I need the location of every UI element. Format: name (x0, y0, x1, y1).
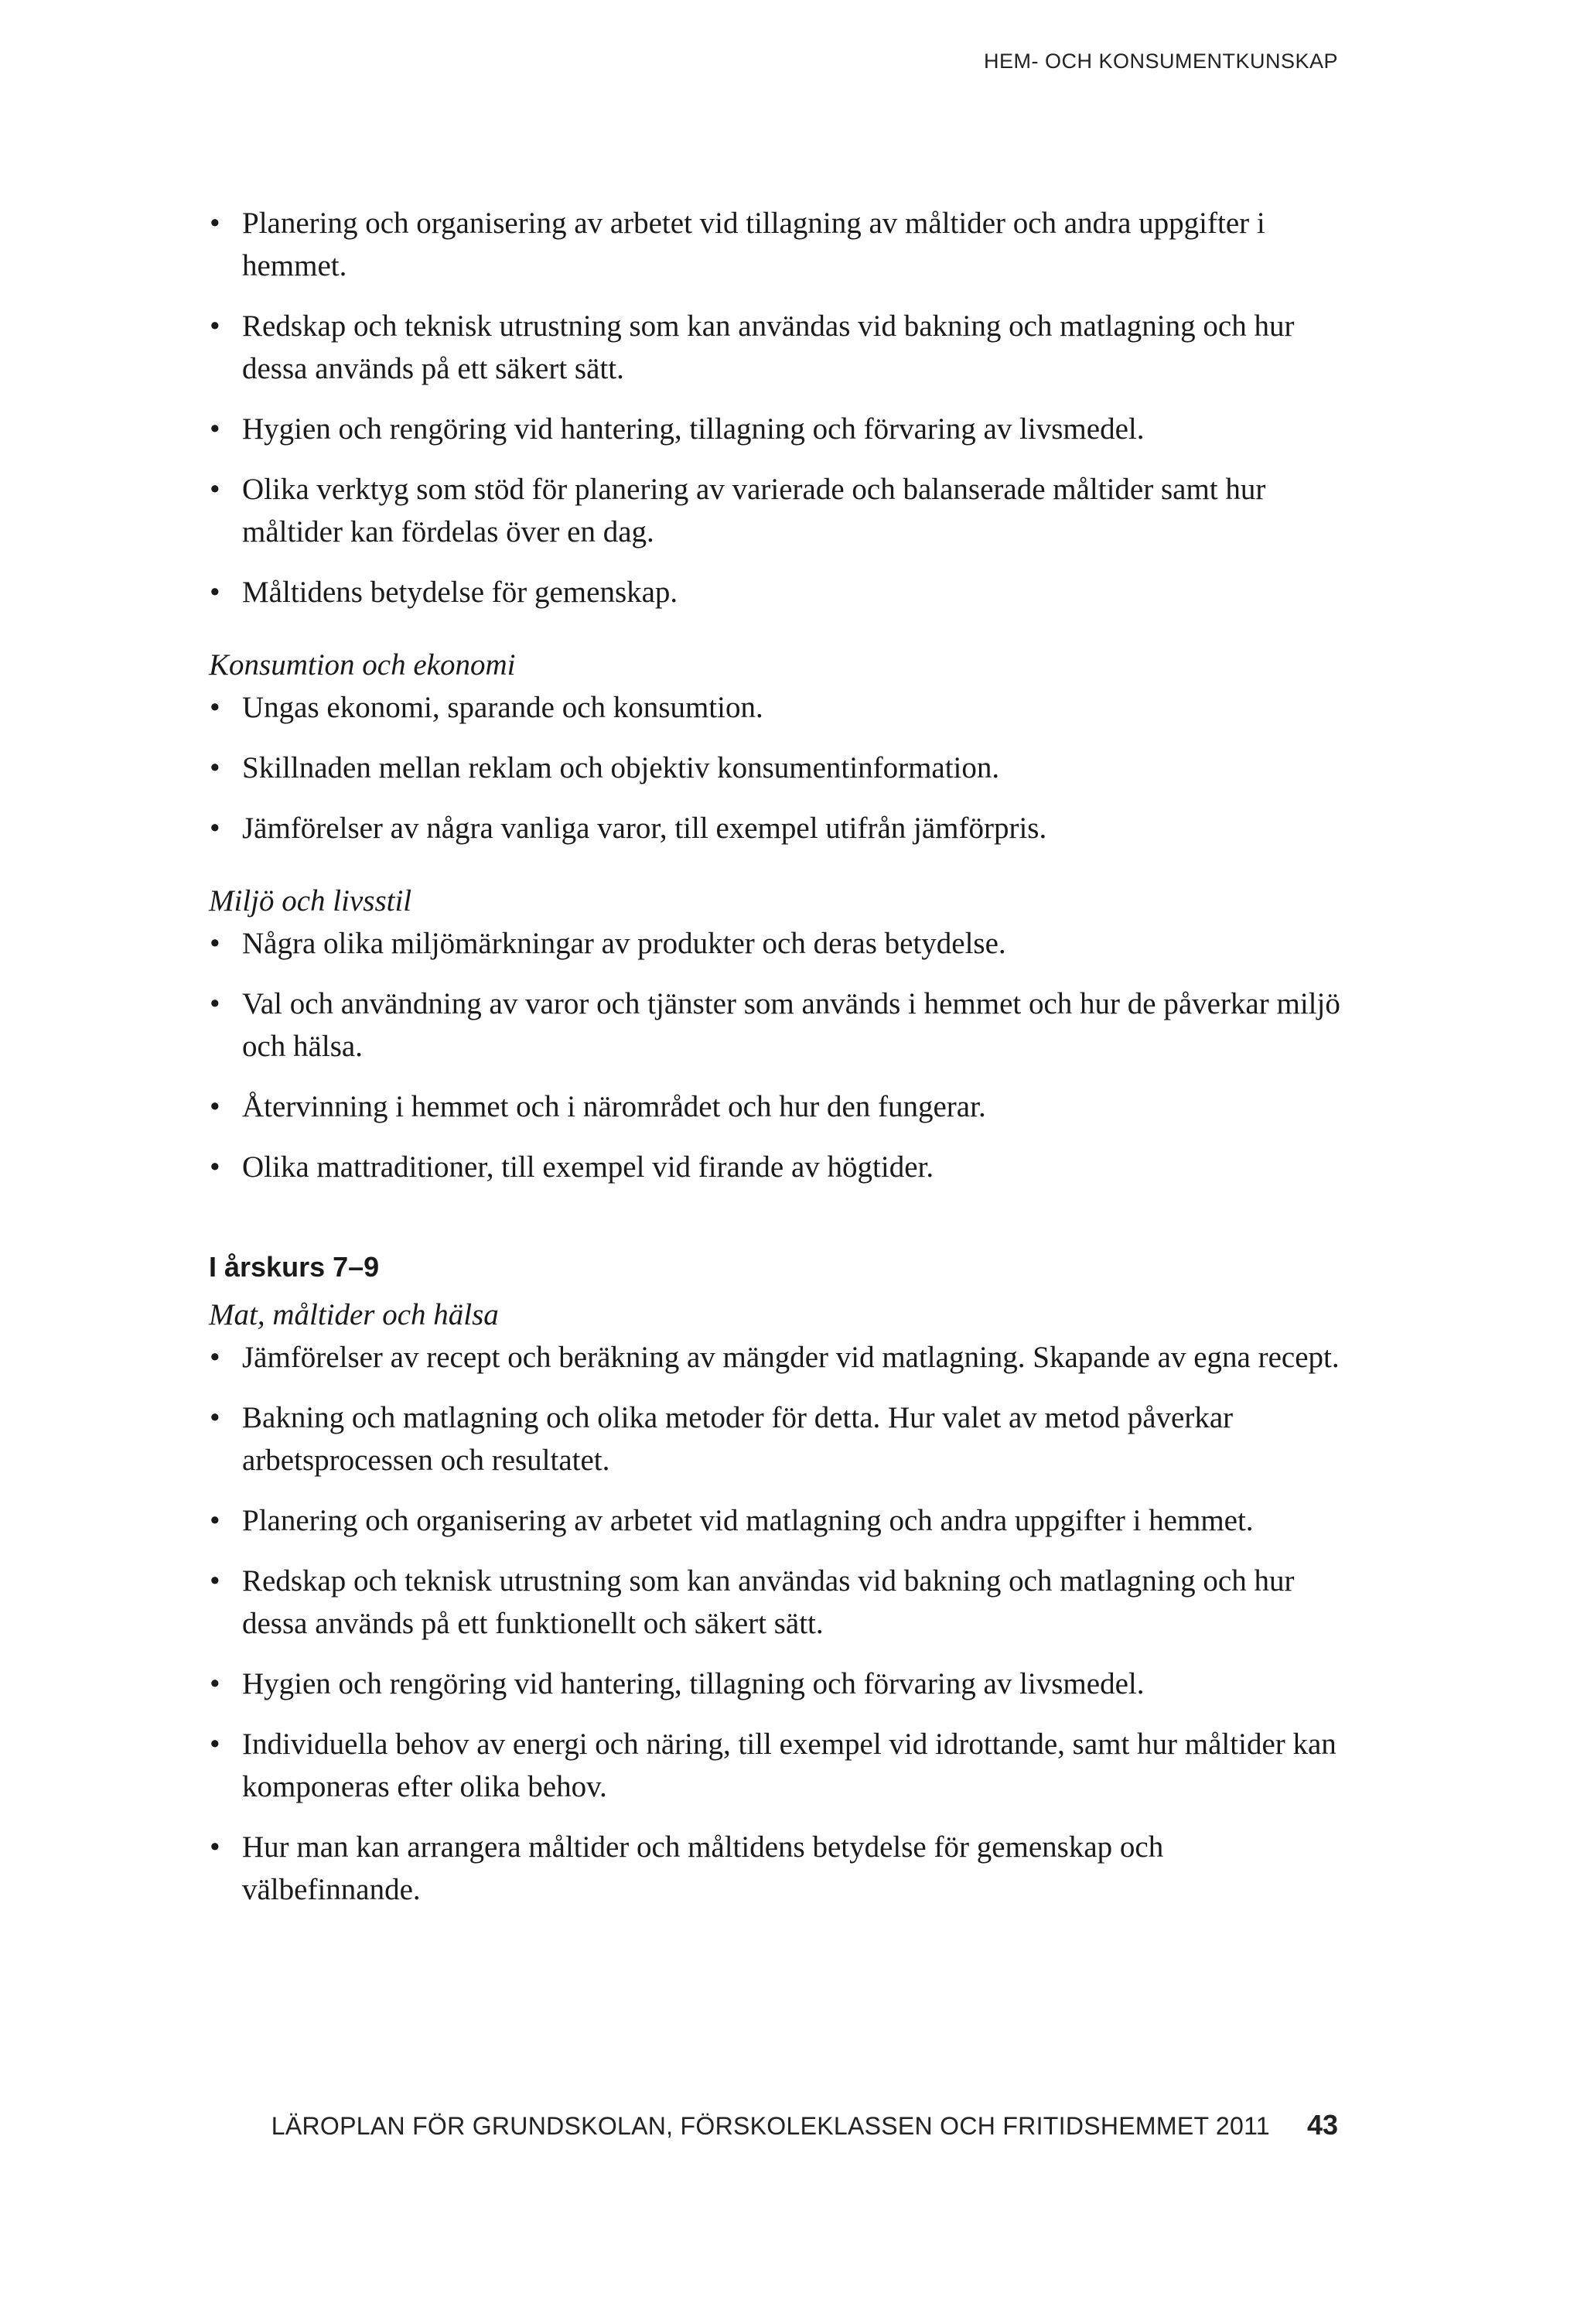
running-head: HEM- OCH KONSUMENTKUNSKAP (983, 50, 1338, 73)
list-item-text: Hygien och rengöring vid hantering, tillagning och förvaring av livsmedel. (242, 1667, 1145, 1700)
list-item (209, 1560, 1346, 1645)
list-item-text: Planering och organisering av arbetet vid tillagning av måltider och andra uppgifter i hemmet. (242, 207, 1265, 282)
list-item-text: Återvinning i hemmet och i närområdet och hur den fungerar. (242, 1090, 986, 1123)
bullet: • (210, 812, 220, 845)
page-number: 43 (1306, 2109, 1338, 2141)
list-item-text: Hygien och rengöring vid hantering, tillagning och förvaring av livsmedel. (242, 412, 1145, 446)
list-item (209, 408, 1346, 450)
list-item (209, 1085, 1346, 1128)
list-item (209, 305, 1346, 390)
bullet: • (210, 473, 220, 506)
list-item-text: Några olika miljömärkningar av produkter och deras betydelse. (242, 927, 1006, 960)
environment-list (209, 922, 1346, 1188)
document-title: LÄROPLAN FÖR GRUNDSKOLAN, FÖRSKOLEKLASSEN OCH FRITIDSHEMMET 2011 (271, 2112, 1270, 2140)
list-item (209, 202, 1346, 287)
consumption-list (209, 686, 1346, 849)
list-item (209, 1146, 1346, 1188)
list-item-text: Redskap och teknisk utrustning som kan användas vid bakning och matlagning och hur dessa används på ett funktionellt och säkert sätt. (242, 1564, 1295, 1640)
bullet: • (210, 751, 220, 784)
bullet: • (210, 1341, 220, 1374)
bullet: • (210, 1564, 220, 1598)
bullet: • (210, 927, 220, 960)
list-item (209, 1499, 1346, 1542)
intro-list (209, 202, 1346, 613)
list-item-text: Bakning och matlagning och olika metoder för detta. Hur valet av metod påverkar arbetsprocessen och resultatet. (242, 1401, 1234, 1477)
list-item (209, 1826, 1346, 1911)
bullet: • (210, 1667, 220, 1700)
list-item (209, 1723, 1346, 1808)
consumption-heading: Konsumtion och ekonomi (209, 648, 516, 682)
list-item (209, 983, 1346, 1068)
bullet: • (210, 1150, 220, 1184)
grade-heading: I årskurs 7–9 (209, 1251, 380, 1283)
page-footer (271, 2109, 1338, 2141)
list-item-text: Jämförelser av recept och beräkning av mängder vid matlagning. Skapande av egna recept. (242, 1341, 1340, 1374)
list-item-text: Ungas ekonomi, sparande och konsumtion. (242, 691, 763, 724)
list-item (209, 1336, 1346, 1379)
list-item-text: Planering och organisering av arbetet vid matlagning och andra uppgifter i hemmet. (242, 1504, 1254, 1537)
page-body (209, 202, 1346, 1911)
list-item-text: Redskap och teknisk utrustning som kan användas vid bakning och matlagning och hur dessa används på ett säkert sätt. (242, 309, 1295, 385)
bullet: • (210, 1728, 220, 1761)
bullet: • (210, 1401, 220, 1434)
environment-heading: Miljö och livsstil (209, 884, 412, 918)
bullet: • (210, 1090, 220, 1123)
list-item (209, 571, 1346, 613)
food-heading: Mat, måltider och hälsa (209, 1298, 499, 1331)
bullet: • (210, 1830, 220, 1864)
bullet: • (210, 987, 220, 1020)
food-list (209, 1336, 1346, 1911)
list-item-text: Skillnaden mellan reklam och objektiv konsumentinformation. (242, 751, 1000, 784)
list-item (209, 686, 1346, 729)
list-item (209, 1663, 1346, 1705)
bullet: • (210, 207, 220, 240)
list-item-text: Individuella behov av energi och näring, till exempel vid idrottande, samt hur måltider kan komponeras efter olika behov. (242, 1728, 1336, 1803)
list-item-text: Jämförelser av några vanliga varor, till exempel utifrån jämförpris. (242, 812, 1047, 845)
list-item-text: Måltidens betydelse för gemenskap. (242, 576, 678, 609)
bullet: • (210, 412, 220, 446)
bullet: • (210, 691, 220, 724)
list-item-text: Hur man kan arrangera måltider och måltidens betydelse för gemenskap och välbefinnande. (242, 1830, 1164, 1906)
bullet: • (210, 1504, 220, 1537)
list-item (209, 922, 1346, 965)
list-item (209, 747, 1346, 789)
bullet: • (210, 576, 220, 609)
list-item (209, 468, 1346, 553)
list-item-text: Olika verktyg som stöd för planering av varierade och balanserade måltider samt hur måltider kan fördelas över en dag. (242, 473, 1266, 549)
list-item (209, 807, 1346, 849)
list-item-text: Val och användning av varor och tjänster som används i hemmet och hur de påverkar miljö och hälsa. (242, 987, 1340, 1063)
list-item-text: Olika mattraditioner, till exempel vid firande av högtider. (242, 1150, 934, 1184)
bullet: • (210, 309, 220, 343)
list-item (209, 1396, 1346, 1482)
